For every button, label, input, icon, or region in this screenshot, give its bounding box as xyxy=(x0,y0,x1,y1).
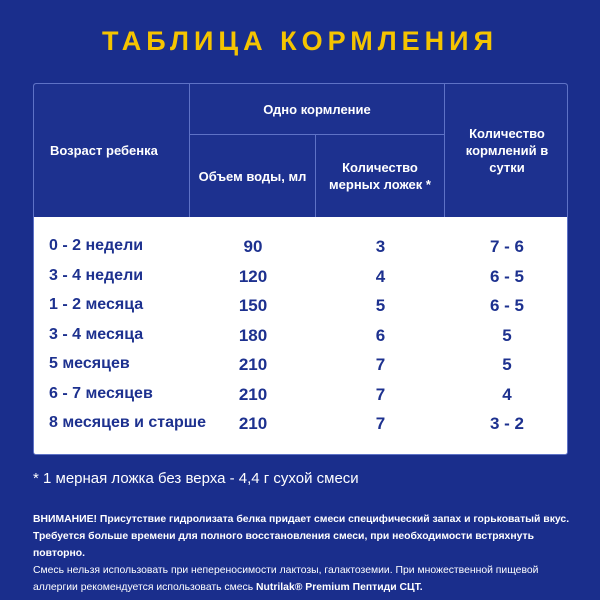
cell-per-day: 4 xyxy=(502,384,512,404)
warning-line-4-prefix: аллергии рекомендуется использовать смесь xyxy=(33,582,257,593)
cell-spoons: 4 xyxy=(375,266,386,286)
warning-line-4 xyxy=(33,579,578,596)
table-header xyxy=(34,84,568,217)
cell-per-day: 3 - 2 xyxy=(489,414,525,433)
cell-age: 8 месяцев и старше xyxy=(49,414,207,431)
cell-water: 120 xyxy=(238,266,268,286)
cell-water: 150 xyxy=(238,296,268,315)
cell-water: 210 xyxy=(238,355,268,374)
header-one-feeding: Одно кормление xyxy=(190,84,445,135)
table-row xyxy=(34,292,568,322)
warning-line-3: Смесь нельзя использовать при непереносимости лактозы, галактоземии. При множественной пищевой xyxy=(33,565,539,576)
cell-age: 5 месяцев xyxy=(49,355,130,372)
cell-age: 3 - 4 недели xyxy=(49,266,144,284)
cell-per-day: 5 xyxy=(502,355,512,374)
table-row xyxy=(34,263,568,293)
table-body xyxy=(34,217,568,440)
cell-spoons: 6 xyxy=(375,325,386,345)
spoon-footnote: * 1 мерная ложка без верха - 4,4 г сухой смеси xyxy=(33,470,359,487)
header-feedings-per-day xyxy=(445,84,568,217)
feeding-table xyxy=(33,83,568,455)
cell-age: 3 - 4 месяца xyxy=(49,325,144,343)
header-spoons xyxy=(316,135,445,217)
cell-spoons: 7 xyxy=(375,384,386,404)
warning-line-2: Требуется больше времени для полного восстановления смеси, при необходимости встряхнуть повторно. xyxy=(33,531,534,559)
header-water-volume: Объем воды, мл xyxy=(190,135,316,217)
header-age: Возраст ребенка xyxy=(34,84,190,217)
cell-per-day: 7 - 6 xyxy=(489,237,525,256)
cell-spoons: 7 xyxy=(375,355,386,374)
cell-spoons: 3 xyxy=(375,237,386,256)
warning-text xyxy=(33,511,578,596)
warning-line-1: ВНИМАНИЕ! Присутствие гидролизата белка придает смеси специфический запах и горьковатый вкус. xyxy=(33,514,570,525)
header-spoons-label: Количество мерных ложек * xyxy=(329,160,431,192)
cell-water: 210 xyxy=(238,384,268,404)
cell-water: 210 xyxy=(238,414,268,433)
table-row xyxy=(34,351,568,381)
table-row xyxy=(34,410,568,440)
header-feedings-per-day-label: Количество кормлений в сутки xyxy=(465,126,549,175)
cell-per-day: 5 xyxy=(502,325,512,345)
cell-per-day: 6 - 5 xyxy=(489,266,525,286)
cell-water: 90 xyxy=(243,237,263,256)
brand-name: Nutrilak® Premium Пептиди СЦТ. xyxy=(256,582,423,593)
cell-per-day: 6 - 5 xyxy=(489,296,525,315)
table-row xyxy=(34,381,568,411)
cell-age: 0 - 2 недели xyxy=(49,237,144,254)
cell-water: 180 xyxy=(238,325,268,345)
cell-age: 1 - 2 месяца xyxy=(49,296,144,313)
table-row xyxy=(34,322,568,352)
cell-spoons: 7 xyxy=(375,414,386,433)
table-row xyxy=(34,233,568,263)
cell-age: 6 - 7 месяцев xyxy=(49,384,153,402)
cell-spoons: 5 xyxy=(375,296,386,315)
page-title: ТАБЛИЦА КОРМЛЕНИЯ xyxy=(102,26,498,56)
